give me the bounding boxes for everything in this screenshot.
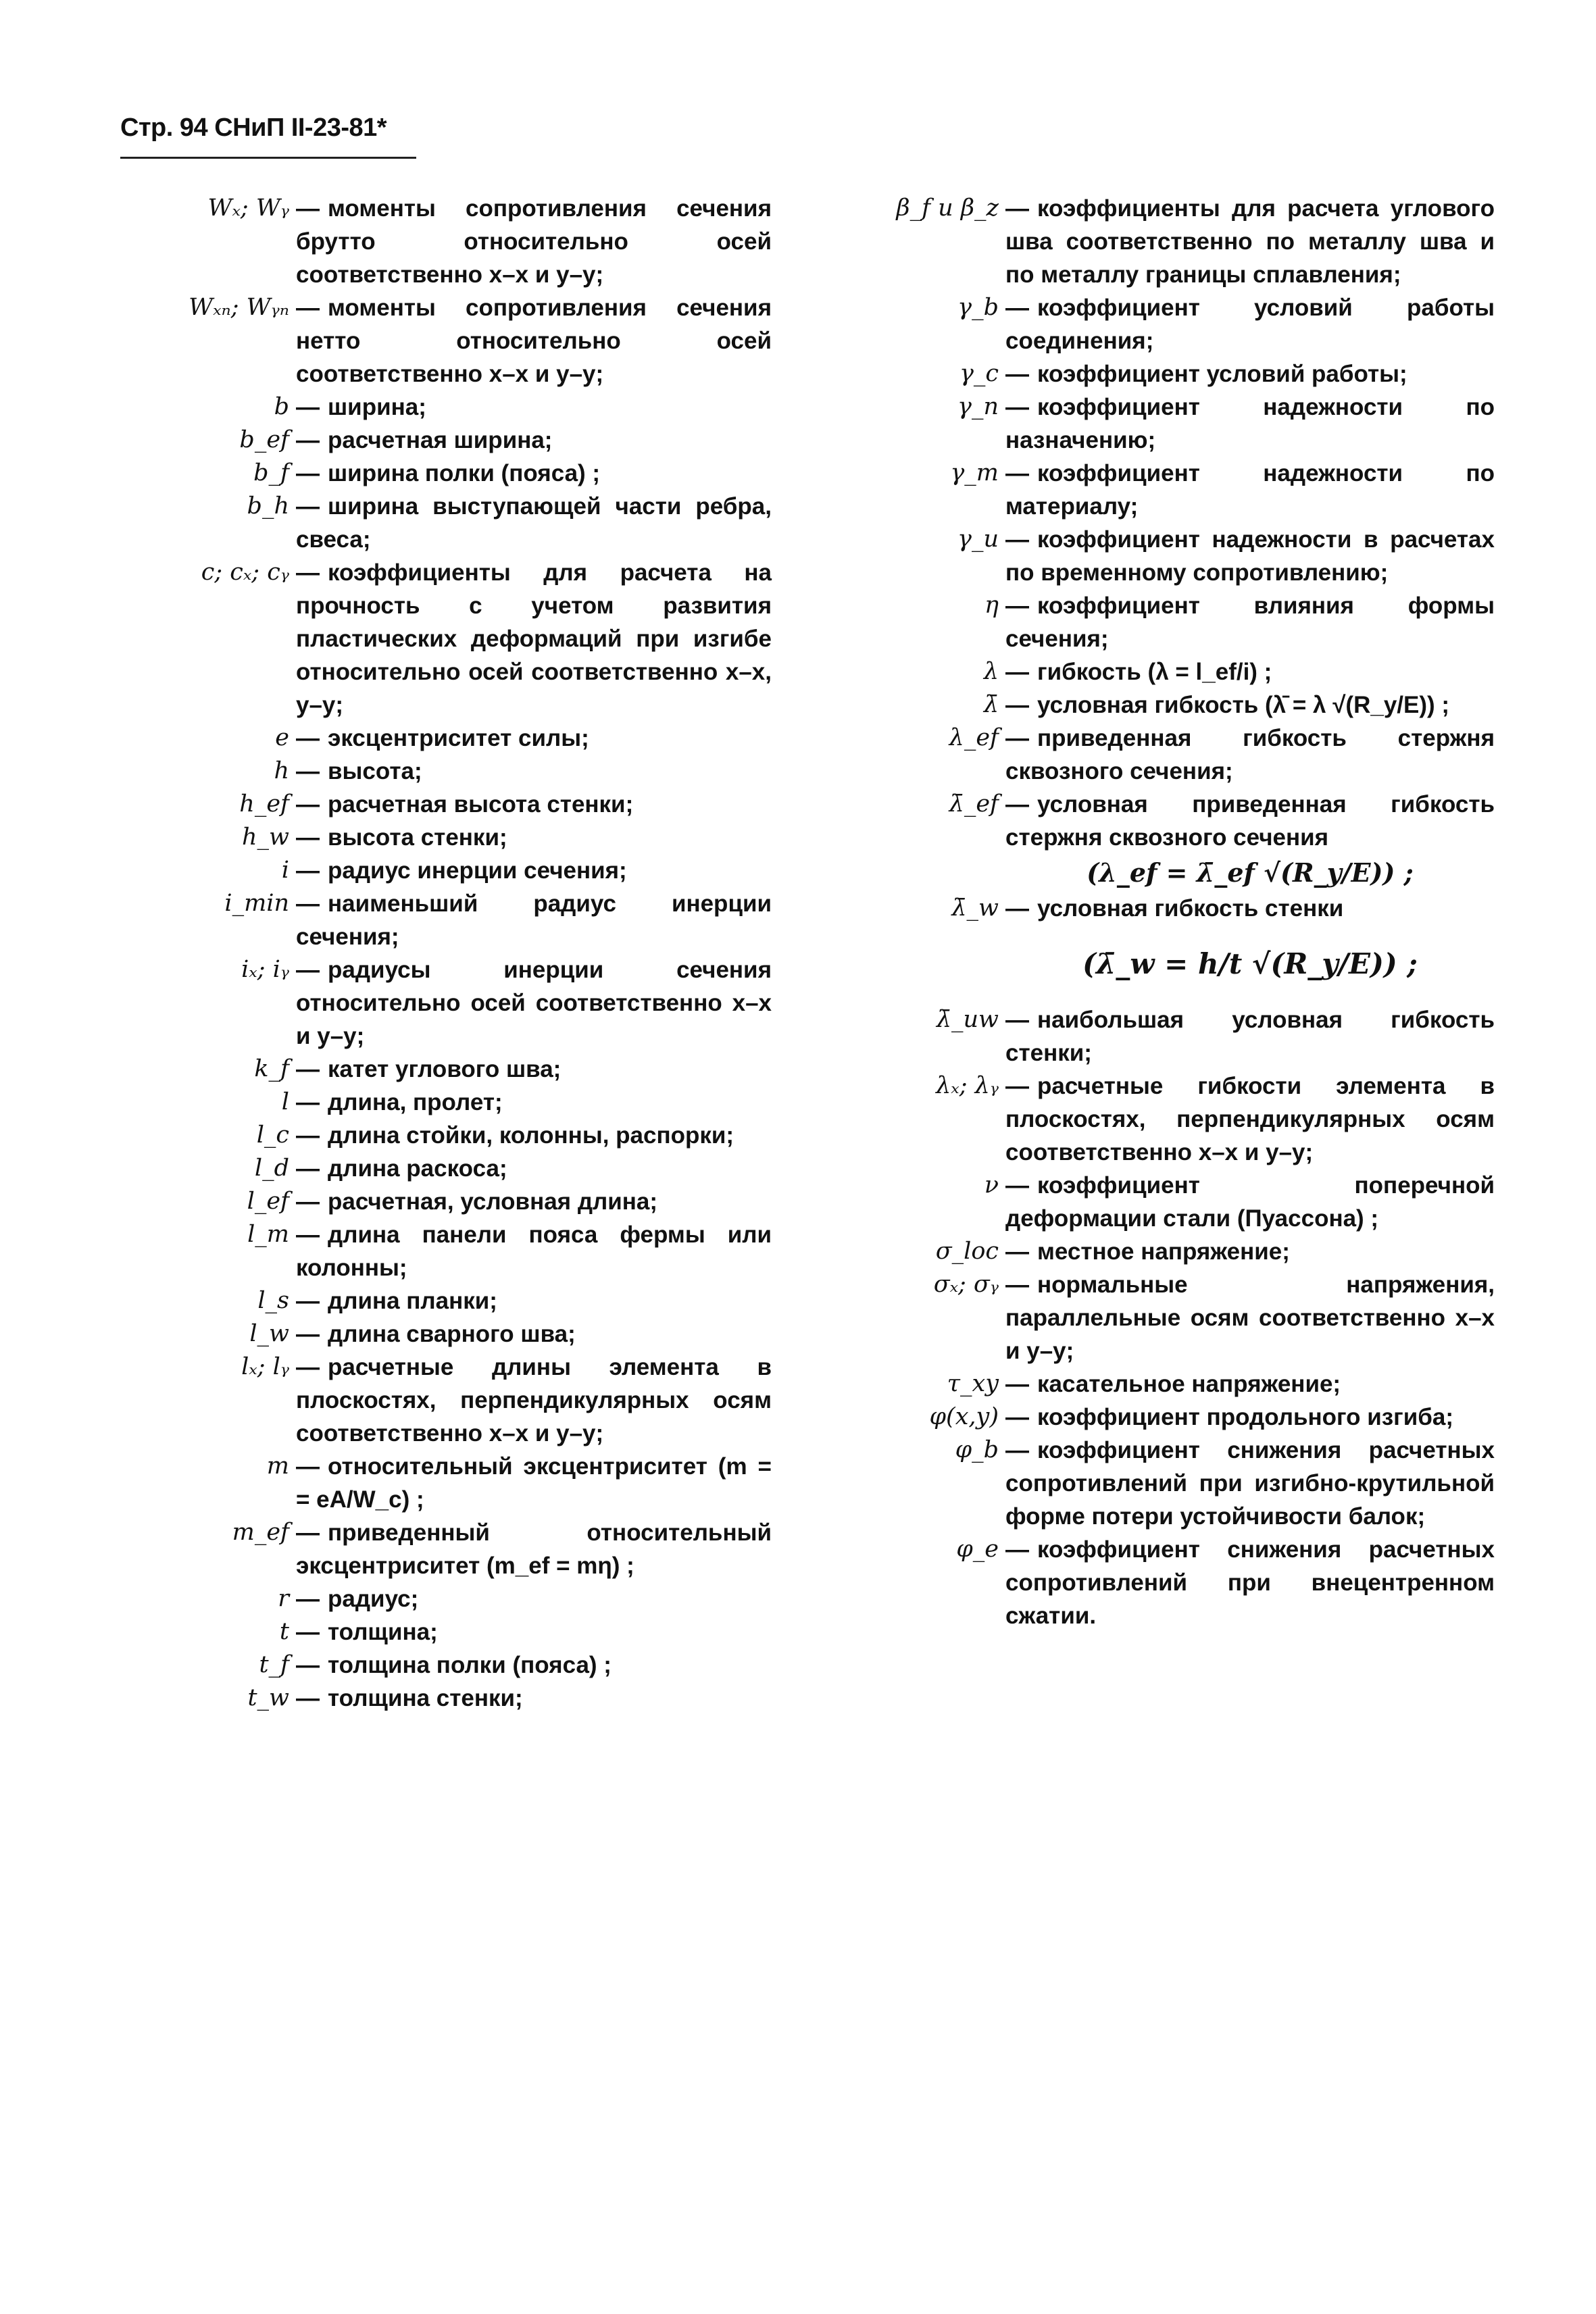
symbol: β_f и β_z [896, 195, 999, 222]
definition-entry [135, 1582, 772, 1615]
dash: — [1005, 895, 1029, 922]
dash: — [296, 890, 320, 917]
dash: — [296, 1056, 320, 1082]
symbol: t_f [259, 1651, 289, 1678]
definition-body: коэффициент снижения расчетных сопротивлений при изгибно-крутильной форме потери устойчивости балок; [1005, 1437, 1495, 1530]
symbol: λ̄_uw [936, 1006, 999, 1033]
dash: — [1005, 460, 1029, 486]
definition-text [296, 1582, 772, 1615]
definition-entry [858, 688, 1495, 722]
symbol: t_w [247, 1684, 289, 1711]
definition-text [296, 1649, 772, 1682]
definition-text [296, 788, 772, 821]
definition-entry [135, 1649, 772, 1682]
definition-text [1005, 1070, 1495, 1169]
symbol: l [281, 1088, 289, 1115]
symbol: τ_xy [947, 1370, 999, 1397]
definition-body: толщина полки (пояса) ; [328, 1652, 612, 1678]
definition-body: длина стойки, колонны, распорки; [328, 1122, 734, 1149]
symbol: t [279, 1618, 289, 1645]
definition-text [1005, 523, 1495, 589]
definition-text [296, 291, 772, 391]
definition-entry [858, 291, 1495, 357]
definition-text [1005, 1401, 1495, 1434]
definition-body: коэффициент условий работы; [1037, 361, 1407, 387]
definition-entry [135, 854, 772, 887]
definition-text [296, 556, 772, 722]
symbol: λₓ; λᵧ [936, 1072, 999, 1099]
dash: — [1005, 1238, 1029, 1265]
definition-entry [135, 291, 772, 391]
symbol: i_min [224, 890, 289, 917]
symbol: λ̄_w [951, 895, 999, 922]
dash: — [296, 791, 320, 818]
symbol: e [275, 724, 289, 751]
definition-entry [135, 391, 772, 424]
definition-text [1005, 688, 1495, 722]
definition-body: высота стенки; [328, 824, 507, 851]
symbol: lₓ; lᵧ [241, 1353, 289, 1380]
definition-text [296, 490, 772, 556]
definition-text [1005, 892, 1495, 1003]
symbol: λ̄ [983, 691, 999, 718]
definition-body: местное напряжение; [1037, 1238, 1290, 1265]
definition-body: длина раскоса; [328, 1155, 507, 1182]
definition-entry [135, 192, 772, 291]
definition-body: радиусы инерции сечения относительно осей соответственно x–x и y–y; [296, 957, 772, 1049]
definition-text [296, 1516, 772, 1582]
definition-entry [858, 1401, 1495, 1434]
dash: — [296, 295, 320, 321]
symbol: i [281, 857, 289, 884]
definition-body: гибкость (λ = l_ef/i) ; [1037, 659, 1272, 685]
definition-body: условная гибкость (λ̄ = λ √(R_y/E)) ; [1037, 692, 1450, 718]
symbol: φ(x,y) [929, 1403, 999, 1430]
dash: — [1005, 1272, 1029, 1298]
definition-body: коэффициент влияния формы сечения; [1005, 593, 1495, 652]
definition-text [1005, 291, 1495, 357]
definition-text [1005, 1434, 1495, 1533]
definition-entry [135, 1119, 772, 1152]
definition-entry [135, 1682, 772, 1715]
symbol: γ_b [957, 294, 999, 321]
definition-text [296, 1119, 772, 1152]
symbol: γ_m [950, 459, 999, 486]
definition-entry [858, 722, 1495, 788]
left-column [135, 192, 772, 1715]
dash: — [296, 857, 320, 884]
dash: — [1005, 593, 1029, 619]
symbol: l_c [256, 1122, 289, 1149]
definition-text [296, 1317, 772, 1351]
definition-entry [858, 1169, 1495, 1235]
definition-entry [135, 953, 772, 1053]
definition-body: расчетные длины элемента в плоскостях, перпендикулярных осям соответственно x–x и y–y; [296, 1354, 772, 1447]
symbol: Wₓ; Wᵧ [207, 195, 289, 222]
dash: — [1005, 1073, 1029, 1099]
definition-text [296, 1218, 772, 1284]
definition-entry [858, 1367, 1495, 1401]
symbol: b [274, 393, 289, 420]
definition-entry [858, 1533, 1495, 1632]
definition-entry [135, 1516, 772, 1582]
symbol: l_w [249, 1320, 289, 1347]
definition-body: длина, пролет; [328, 1089, 503, 1115]
symbol: l_s [257, 1287, 289, 1314]
definition-body: расчетная высота стенки; [328, 791, 634, 818]
dash: — [296, 1155, 320, 1182]
definition-body: коэффициент надежности по назначению; [1005, 394, 1495, 453]
definition-entry [858, 1003, 1495, 1070]
definition-text [296, 424, 772, 457]
definition-body: расчетная ширина; [328, 427, 553, 453]
definition-body: моменты сопротивления сечения нетто относительно осей соответственно x–x и y–y; [296, 295, 772, 387]
dash: — [296, 493, 320, 520]
dash: — [296, 824, 320, 851]
dash: — [296, 957, 320, 983]
definition-body: толщина; [328, 1619, 438, 1645]
dash: — [1005, 295, 1029, 321]
dash: — [1005, 692, 1029, 718]
definition-body: длина планки; [328, 1288, 497, 1314]
dash: — [296, 1519, 320, 1546]
formula: (λ̄_w = h/t √(R_y/E)) ; [1082, 947, 1418, 980]
definition-entry [135, 755, 772, 788]
symbol: σ_loc [935, 1238, 999, 1265]
symbol: γ_u [957, 526, 999, 553]
definition-text [1005, 655, 1495, 688]
definition-body: расчетные гибкости элемента в плоскостях, перпендикулярных осям соответственно x–x и y–y; [1005, 1073, 1495, 1165]
symbol: σₓ; σᵧ [933, 1271, 999, 1298]
symbol: h [274, 757, 289, 784]
dash: — [1005, 526, 1029, 553]
definition-text [296, 1086, 772, 1119]
symbol: φ_e [956, 1536, 999, 1563]
dash: — [1005, 195, 1029, 222]
definition-text [296, 1152, 772, 1185]
definition-entry [135, 1086, 772, 1119]
dash: — [296, 758, 320, 784]
definition-entry [135, 1218, 772, 1284]
definition-text [1005, 1533, 1495, 1632]
definition-entry [858, 892, 1495, 1003]
definition-text [296, 391, 772, 424]
definition-text [296, 755, 772, 788]
symbol: l_m [247, 1221, 289, 1248]
definition-body: коэффициент условий работы соединения; [1005, 295, 1495, 354]
definition-body: коэффициент поперечной деформации стали (Пуассона) ; [1005, 1172, 1495, 1232]
header-rule [120, 157, 416, 159]
definition-entry [135, 1450, 772, 1516]
symbol: b_ef [239, 426, 289, 453]
definition-body: условная приведенная гибкость стержня сквозного сечения [1005, 791, 1495, 851]
symbol: γ_c [959, 360, 999, 387]
definition-body: нормальные напряжения, параллельные осям соответственно x–x и y–y; [1005, 1272, 1495, 1364]
dash: — [1005, 1172, 1029, 1199]
definition-body: расчетная, условная длина; [328, 1188, 658, 1215]
symbol: l_d [254, 1155, 289, 1182]
definition-entry [135, 887, 772, 953]
definition-body: коэффициент надежности в расчетах по временному сопротивлению; [1005, 526, 1495, 586]
dash: — [296, 427, 320, 453]
definition-body: коэффициент надежности по материалу; [1005, 460, 1495, 520]
definition-body: радиус инерции сечения; [328, 857, 627, 884]
definition-body: относительный эксцентриситет (m = = eA/W_c) ; [296, 1453, 772, 1513]
definition-body: радиус; [328, 1586, 419, 1612]
dash: — [1005, 361, 1029, 387]
definition-body: наименьший радиус инерции сечения; [296, 890, 772, 950]
definition-entry [858, 1235, 1495, 1268]
symbol: φ_b [955, 1436, 999, 1463]
definition-body: коэффициент продольного изгиба; [1037, 1404, 1453, 1430]
symbol: λ [983, 658, 999, 685]
dash: — [1005, 1404, 1029, 1430]
definition-text [296, 722, 772, 755]
dash: — [296, 1685, 320, 1711]
definition-entry [135, 1284, 772, 1317]
definition-entry [135, 457, 772, 490]
definition-entry [135, 1317, 772, 1351]
definition-text [296, 1284, 772, 1317]
page-header: Стр. 94 СНиП II-23-81* [120, 114, 387, 142]
dash: — [1005, 1536, 1029, 1563]
dash: — [1005, 791, 1029, 818]
definition-text [296, 1450, 772, 1516]
symbol: h_ef [239, 790, 289, 818]
symbol: λ_ef [949, 724, 999, 751]
definition-body: эксцентриситет силы; [328, 725, 589, 751]
dash: — [296, 1586, 320, 1612]
definition-entry [858, 1070, 1495, 1169]
definition-body: длина сварного шва; [328, 1321, 576, 1347]
dash: — [1005, 659, 1029, 685]
symbol: b_h [247, 493, 289, 520]
dash: — [1005, 1007, 1029, 1033]
definition-body: ширина; [328, 394, 426, 420]
definition-text [296, 1615, 772, 1649]
definition-entry [858, 788, 1495, 892]
definition-body: наибольшая условная гибкость стенки; [1005, 1007, 1495, 1066]
definition-entry [858, 391, 1495, 457]
definition-body: длина панели пояса фермы или колонны; [296, 1222, 772, 1281]
definition-body: коэффициент снижения расчетных сопротивлений при внецентренном сжатии. [1005, 1536, 1495, 1629]
definition-entry [135, 722, 772, 755]
definition-text [296, 457, 772, 490]
dash: — [296, 1188, 320, 1215]
definition-body: толщина стенки; [328, 1685, 523, 1711]
definition-body: касательное напряжение; [1037, 1371, 1341, 1397]
definition-text [1005, 391, 1495, 457]
definition-entry [135, 424, 772, 457]
definition-body: высота; [328, 758, 422, 784]
definition-text [1005, 1268, 1495, 1367]
definition-text [296, 1682, 772, 1715]
definition-text [296, 821, 772, 854]
dash: — [296, 725, 320, 751]
dash: — [1005, 725, 1029, 751]
symbol: h_w [242, 824, 289, 851]
definition-text [1005, 722, 1495, 788]
definition-entry [858, 1268, 1495, 1367]
dash: — [1005, 1437, 1029, 1463]
definition-text [1005, 192, 1495, 291]
definition-entry [858, 655, 1495, 688]
definition-text [1005, 1169, 1495, 1235]
definition-text [1005, 1367, 1495, 1401]
symbol: m_ef [232, 1519, 289, 1546]
symbol: b_f [253, 459, 289, 486]
definition-entry [858, 1434, 1495, 1533]
definition-entry [135, 1152, 772, 1185]
symbol: Wₓₙ; Wᵧₙ [189, 294, 289, 321]
dash: — [296, 1354, 320, 1380]
definition-text [296, 192, 772, 291]
definition-text [1005, 589, 1495, 655]
dash: — [1005, 394, 1029, 420]
definition-entry [858, 457, 1495, 523]
symbol: λ̄_ef [949, 790, 999, 818]
symbol: η [984, 592, 999, 619]
formula: (λ_ef = λ̄_ef √(R_y/E)) ; [1087, 857, 1414, 888]
definition-text [296, 953, 772, 1053]
definition-entry [135, 490, 772, 556]
dash: — [296, 1321, 320, 1347]
dash: — [296, 1089, 320, 1115]
definition-body: условная гибкость стенки [1037, 895, 1344, 922]
definition-body: ширина полки (пояса) ; [328, 460, 601, 486]
dash: — [296, 559, 320, 586]
dash: — [296, 1122, 320, 1149]
dash: — [296, 460, 320, 486]
definition-entry [135, 821, 772, 854]
symbol: m [266, 1453, 289, 1480]
definition-entry [135, 1351, 772, 1450]
definition-text [296, 1185, 772, 1218]
symbol: l_ef [247, 1188, 289, 1215]
dash: — [296, 1288, 320, 1314]
dash: — [296, 1453, 320, 1480]
definition-entry [135, 1185, 772, 1218]
dash: — [296, 1619, 320, 1645]
definition-text [1005, 788, 1495, 892]
symbol: γ_n [957, 393, 999, 420]
definition-entry [858, 357, 1495, 391]
definition-text [1005, 1235, 1495, 1268]
definition-body: приведенная гибкость стержня сквозного сечения; [1005, 725, 1495, 784]
definition-text [1005, 357, 1495, 391]
definition-body: коэффициенты для расчета на прочность с учетом развития пластических деформаций при изгибе относительно осей соответственно x–x, y–y; [296, 559, 772, 718]
definition-text [296, 854, 772, 887]
definition-entry [135, 556, 772, 722]
definition-entry [135, 1053, 772, 1086]
symbol: iₓ; iᵧ [241, 956, 289, 983]
definition-entry [858, 589, 1495, 655]
definition-body: ширина выступающей части ребра, свеса; [296, 493, 772, 553]
definition-text [296, 887, 772, 953]
dash: — [296, 394, 320, 420]
definition-text [1005, 1003, 1495, 1070]
definition-text [1005, 457, 1495, 523]
definition-text [296, 1351, 772, 1450]
definition-text [296, 1053, 772, 1086]
definition-body: коэффициенты для расчета углового шва соответственно по металлу шва и по металлу границы сплавления; [1005, 195, 1495, 288]
dash: — [1005, 1371, 1029, 1397]
definition-entry [135, 1615, 772, 1649]
symbol: ν [984, 1172, 999, 1199]
symbol: c; cₓ; cᵧ [201, 559, 289, 586]
definition-body: приведенный относительный эксцентриситет (m_ef = mη) ; [296, 1519, 772, 1579]
definition-entry [135, 788, 772, 821]
definition-entry [858, 192, 1495, 291]
symbol: r [278, 1585, 289, 1612]
definition-body: катет углового шва; [328, 1056, 562, 1082]
right-column [858, 192, 1495, 1632]
symbol: k_f [254, 1055, 289, 1082]
dash: — [296, 195, 320, 222]
dash: — [296, 1652, 320, 1678]
definition-body: моменты сопротивления сечения брутто относительно осей соответственно x–x и y–y; [296, 195, 772, 288]
dash: — [296, 1222, 320, 1248]
definition-entry [858, 523, 1495, 589]
